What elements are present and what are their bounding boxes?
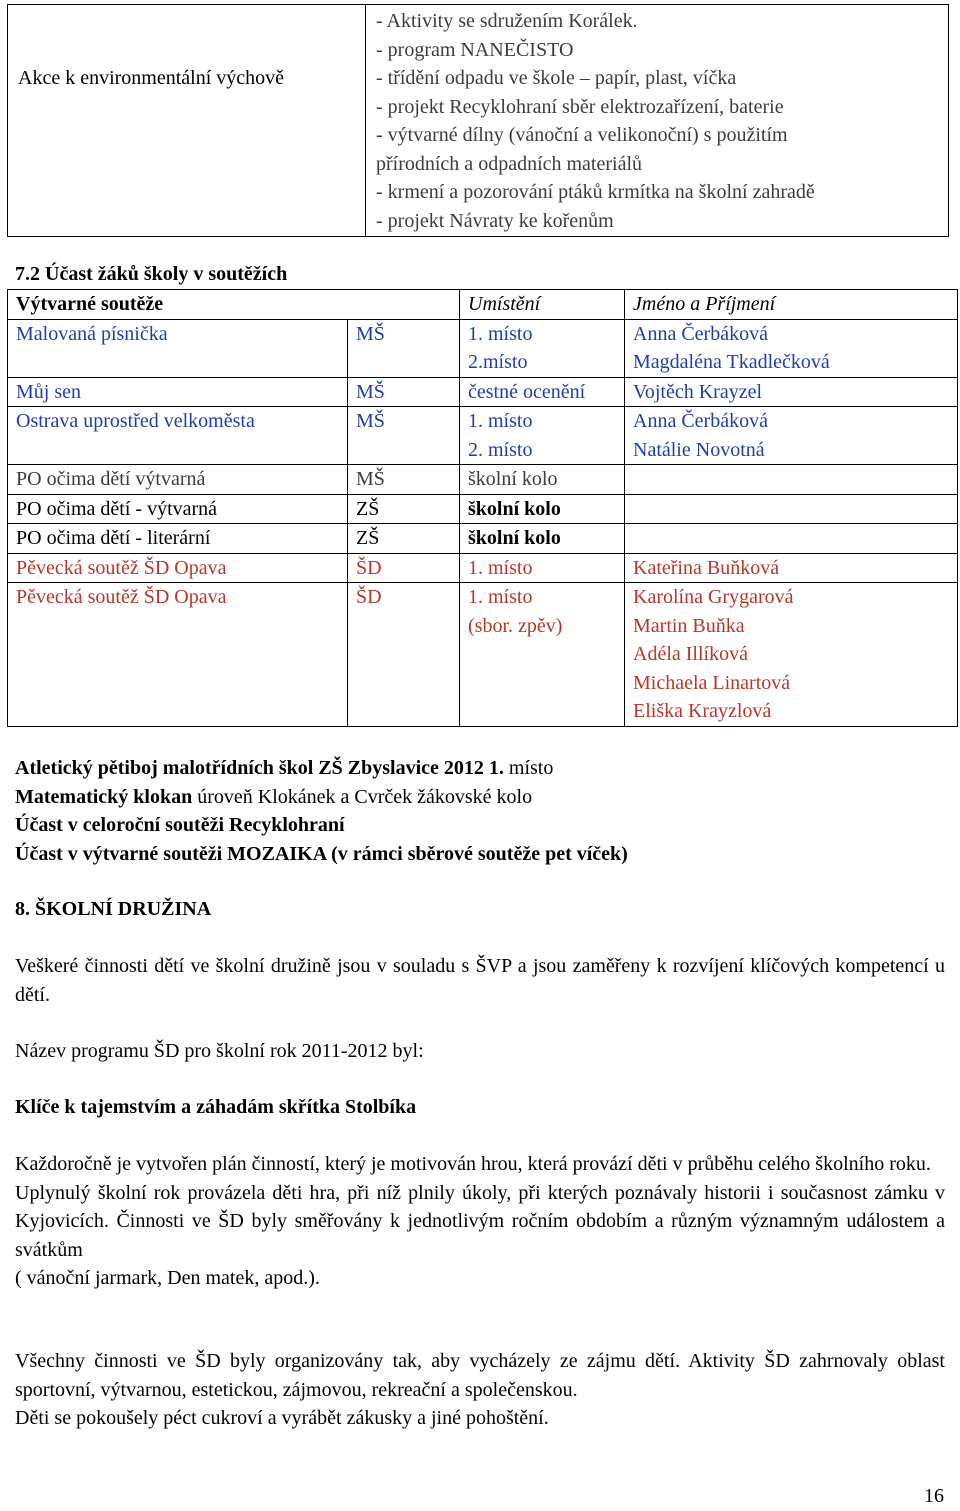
table-row [8, 319, 958, 377]
competition-people [625, 319, 958, 377]
competition-place: školní kolo [460, 465, 625, 495]
competitions-table [7, 289, 958, 727]
section-8-paragraph-1: Veškeré činnosti dětí ve školní družině jsou v souladu s ŠVP a jsou zaměřeny k rozvíjení klíčových kompetencí u dětí. [15, 955, 945, 1006]
competition-people [625, 583, 958, 727]
person: Eliška Krayzlová [633, 700, 772, 722]
person: Anna Čerbáková [633, 410, 768, 432]
achievements-block [15, 754, 945, 868]
section-8-paragraph-4 [15, 1347, 945, 1433]
athletics-rest: místo [503, 757, 554, 779]
env-item: - Aktivity se sdružením Korálek. [376, 10, 638, 32]
competition-level: ZŠ [348, 494, 460, 524]
competition-name: Ostrava uprostřed velkoměsta [8, 407, 348, 465]
competition-place: 1. místo [460, 553, 625, 583]
person: Adéla Illíková [633, 643, 748, 665]
competition-name: Můj sen [8, 377, 348, 407]
environmental-table [7, 4, 949, 237]
table-row [8, 407, 958, 465]
competition-level: MŠ [348, 319, 460, 377]
competition-level: MŠ [348, 377, 460, 407]
competition-name: PO očima dětí - literární [8, 524, 348, 554]
env-item: - projekt Recyklohraní sběr elektrozařízení, baterie [376, 95, 784, 118]
competition-level: ŠD [348, 583, 460, 727]
competition-level: MŠ [348, 407, 460, 465]
competition-people: Vojtěch Krayzel [625, 377, 958, 407]
env-item: - program NANEČISTO [376, 38, 574, 61]
competition-place: školní kolo [460, 524, 625, 554]
competition-name: PO očima dětí výtvarná [8, 465, 348, 495]
kangaroo-bold: Matematický klokan [15, 785, 193, 808]
environmental-items [366, 5, 949, 237]
place-line: 1. místo [468, 322, 533, 345]
competition-people [625, 494, 958, 524]
competition-people [625, 465, 958, 495]
achievement-mozaika: Účast v výtvarné soutěži MOZAIKA (v rámci sběrové soutěže pet víček) [15, 842, 628, 865]
section-8-paragraph-3 [15, 1150, 945, 1293]
competition-people [625, 407, 958, 465]
competition-place [460, 583, 625, 727]
table-row [8, 583, 958, 727]
table-header-row [8, 290, 958, 320]
table-row [8, 494, 958, 524]
env-item: - výtvarné dílny (vánoční a velikonoční) s použitím [376, 124, 788, 146]
place-line: (sbor. zpěv) [468, 614, 563, 637]
competition-place [460, 319, 625, 377]
achievement-athletics [15, 754, 945, 783]
competition-place: čestné ocenění [460, 377, 625, 407]
competition-level: MŠ [348, 465, 460, 495]
paragraph-3-part-a: Každoročně je vytvořen plán činností, který je motivován hrou, která provází děti v průběhu celého školního roku. [15, 1153, 931, 1175]
competition-people: Kateřina Buňková [625, 553, 958, 583]
table-row [8, 465, 958, 495]
paragraph-4-part-b: Děti se pokoušely péct cukroví a vyrábět zákusky a jiné pohoštění. [15, 1407, 549, 1429]
person: Martin Buňka [633, 614, 745, 637]
env-item: přírodních a odpadních materiálů [376, 152, 643, 175]
competition-place: školní kolo [460, 494, 625, 524]
place-line: 1. místo [468, 410, 533, 432]
program-title: Klíče k tajemstvím a záhadám skřítka Stolbíka [15, 1096, 417, 1118]
competition-level: ŠD [348, 553, 460, 583]
table-row [8, 553, 958, 583]
competition-name: PO očima dětí - výtvarná [8, 494, 348, 524]
table-row [8, 524, 958, 554]
achievement-recyklohrani: Účast v celoroční soutěži Recyklohraní [15, 814, 345, 836]
header-competitions: Výtvarné soutěže [8, 290, 460, 320]
header-name: Jméno a Příjmení [625, 290, 958, 320]
env-item: - krmení a pozorování ptáků krmítka na školní zahradě [376, 181, 815, 203]
competition-name: Pěvecká soutěž ŠD Opava [8, 553, 348, 583]
env-item: - třídění odpadu ve škole – papír, plast, víčka [376, 67, 737, 89]
competition-place [460, 407, 625, 465]
table-row [8, 377, 958, 407]
header-placement: Umístění [460, 290, 625, 320]
section-8-heading: 8. ŠKOLNÍ DRUŽINA [15, 898, 212, 920]
person: Magdaléna Tkadlečková [633, 351, 830, 373]
person: Anna Čerbáková [633, 322, 768, 345]
place-line: 2. místo [468, 438, 533, 461]
paragraph-3-part-b: Uplynulý školní rok provázela děti hra, při níž plnily úkoly, při kterých poznávaly historii i současnost zámku v Kyjovicích. Činnosti ve ŠD byly směřovány k jednotlivým ročním obdobím a různým významným událostem a svátkům [15, 1181, 945, 1261]
place-line: 1. místo [468, 586, 533, 608]
env-item: - projekt Návraty ke kořenům [376, 209, 614, 232]
section-8-paragraph-2: Název programu ŠD pro školní rok 2011-2012 byl: [15, 1040, 424, 1062]
athletics-bold: Atletický pětiboj malotřídních škol ZŠ Zbyslavice 2012 1. [15, 757, 504, 779]
section-7-2-heading: 7.2 Účast žáků školy v soutěžích [15, 263, 288, 285]
environmental-row [8, 5, 949, 237]
person: Karolína Grygarová [633, 586, 794, 608]
environmental-label: Akce k environmentální výchově [8, 5, 366, 237]
paragraph-3-part-c: ( vánoční jarmark, Den matek, apod.). [15, 1267, 320, 1289]
kangaroo-rest: úroveň Klokánek a Cvrček žákovské kolo [192, 785, 533, 808]
place-line: 2.místo [468, 351, 528, 373]
achievement-kangaroo [15, 783, 945, 812]
page-number: 16 [924, 1485, 944, 1507]
person: Michaela Linartová [633, 671, 791, 694]
competition-people [625, 524, 958, 554]
competition-level: ZŠ [348, 524, 460, 554]
paragraph-4-part-a: Všechny činnosti ve ŠD byly organizovány tak, aby vycházely ze zájmu dětí. Aktivity ŠD zahrnovaly oblast sportovní, výtvarnou, estetickou, zájmovou, rekreační a společenskou. [15, 1350, 945, 1401]
competition-name: Malovaná písnička [8, 319, 348, 377]
competition-name: Pěvecká soutěž ŠD Opava [8, 583, 348, 727]
person: Natálie Novotná [633, 438, 765, 461]
